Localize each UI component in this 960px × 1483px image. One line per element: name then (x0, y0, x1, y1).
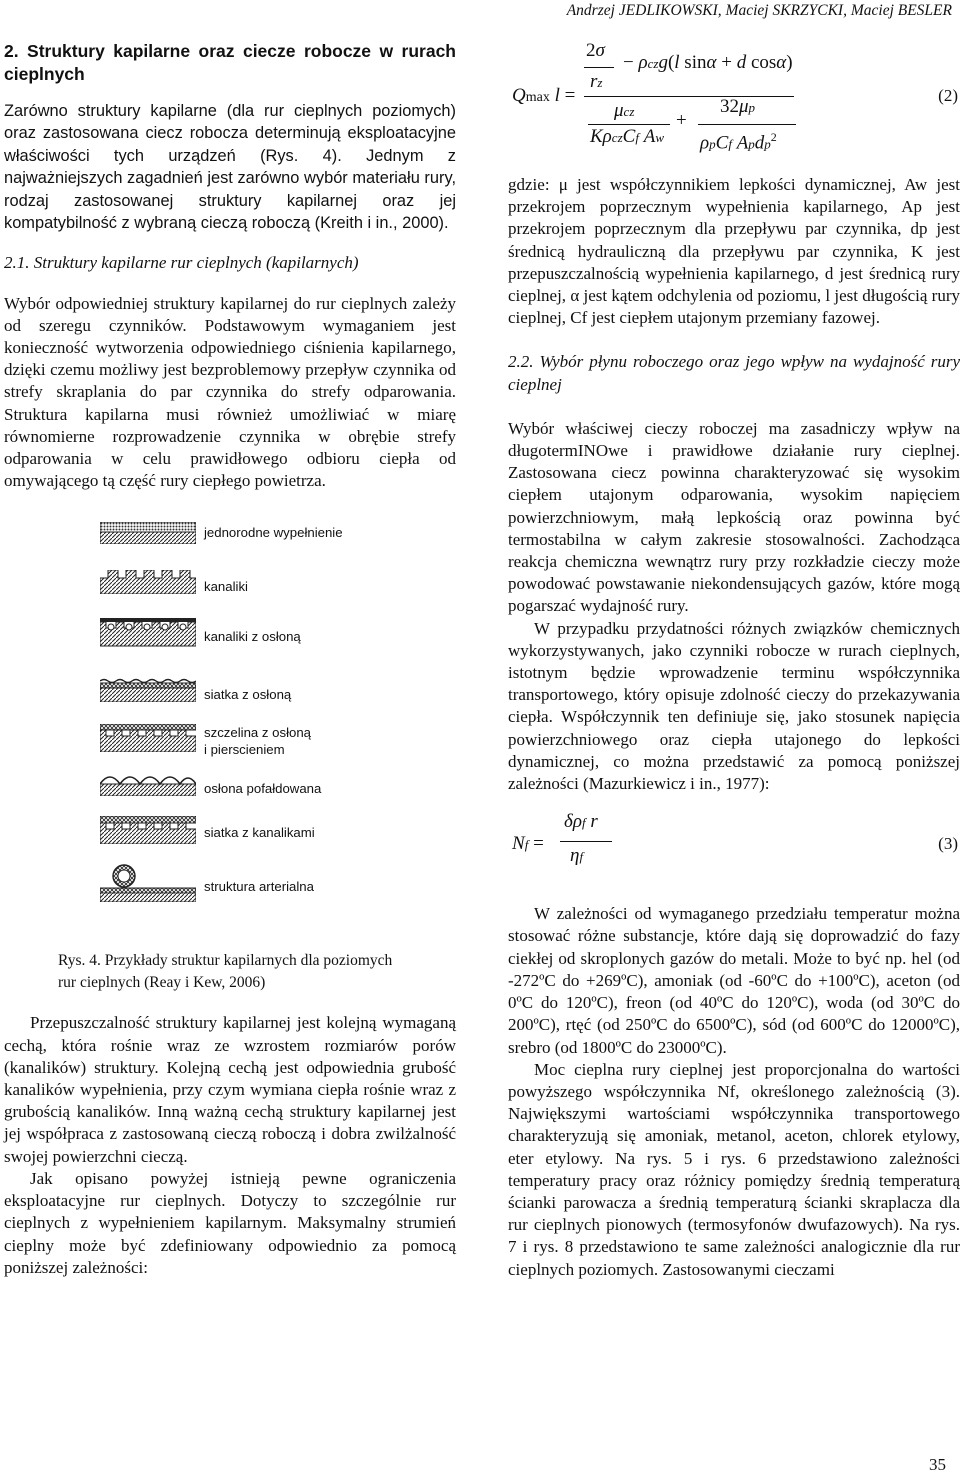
channels-with-cover-diagram (100, 618, 196, 648)
figure-label: kanaliki z osłoną (204, 629, 301, 645)
figure-label: siatka z osłoną (204, 687, 292, 703)
page-number: 35 (929, 1455, 946, 1474)
channels-diagram (100, 570, 196, 594)
where-paragraph: gdzie: μ jest współczynnikiem lepkości dynamicznej, Aw jest przekrojem poprzecznym wypełnienia kapilarnego, Ap jest przekrojem poprzecznym dla przepływu par czynnika, dp jest średnicą hydrauliczną dla przepływu par czynnika, K jest przepuszczalnością wypełnienia kapilarnego, d jest średnicą rury cieplnej, α jest kątem odchylenia od poziomu, l jest długością rury cieplnej, Cf jest ciepłem utajonym przemiany fazowej. (508, 175, 960, 328)
paragraph: Jak opisano powyżej istnieją pewne ograniczenia eksploatacyjne rur cieplnych. Dotyczy to szczególnie rur cieplnych z wypełnieniem kapilarnym. Maksymalny strumień cieplny może być zdefiniowany odpowiednio za pomocą poniższej zależności: (4, 1168, 456, 1277)
homogeneous-fill-diagram (100, 522, 196, 544)
right-column (508, 40, 960, 1281)
section-title: 2. Struktury kapilarne oraz ciecze robocze w rurach cieplnych (4, 41, 456, 84)
intro-paragraph: Zarówno struktury kapilarne (dla rur cieplnych poziomych) oraz zastosowana ciecz robocza determinują eksploatacyjne właściwości tych urządzeń (Rys. 4). Jednym z najważniejszych zagadnień jest zarówno wybór materiału rury, rodzaj zastosowanej struktury kapilarnej oraz jej kompatybilność z wybraną cieczą roboczą (Kreith i in., 2000). (4, 102, 456, 233)
equation-number: (2) (938, 86, 958, 105)
arterial-structure-diagram (100, 862, 196, 902)
equation-3: Nf = δρf r ηf (3) (512, 811, 958, 867)
left-column (4, 40, 456, 1279)
subsection-title: 2.1. Struktury kapilarne rur cieplnych (kapilarnych) (4, 253, 359, 273)
figure-caption: Rys. 4. Przykłady struktur kapilarnych dla poziomych rur cieplnych (Reay i Kew, 2006) (58, 952, 393, 992)
paragraph: Moc cieplna rury cieplnej jest proporcjonalna do wartości powyższego współczynnika Nf, określonego zależnością (3). Największymi wartościami współczynnika transportowego charakteryzują się amoniak, metanol, aceton, chlorek etylowy, eter etylowy. Na rys. 5 i rys. 6 przedstawiono zależności temperatury pracy oraz różnicy pomiędzy średnią temperaturą ścianki parowacza a średnią temperaturą ścianki skraplacza dla rur cieplnych pionowych (termosyfonów dwufazowych). Na rys. 7 i rys. 8 przedstawiono te same zależności analogicznie dla rur cieplnych poziomych. Zastosowanymi cieczami (508, 1059, 960, 1279)
slot-with-cover-and-ring-diagram (100, 724, 196, 752)
mesh-with-cover-diagram (100, 678, 196, 702)
running-header: Andrzej JEDLIKOWSKI, Maciej SKRZYCKI, Maciej BESLER (566, 2, 952, 19)
figure-label: jednorodne wypełnienie (204, 525, 343, 541)
figure-label: siatka z kanalikami (204, 825, 315, 841)
figure-label: osłona pofałdowana (204, 781, 322, 797)
paragraph: Wybór właściwej cieczy roboczej ma zasadniczy wpływ na długotermINOwe i prawidłowe działanie rury cieplnej. Zastosowana ciecz powinna charakteryzować się wysokim ciepłem utajonym odparowania, wysokim napięciem powierzchniowym, małą lepkością oraz powinna być termostabilna w całym zakresie stosowalności. Zachodząca reakcja chemiczna wewnątrz rury przy rozkładzie cieczy może powodować powstawanie niekondensujących gazów, które mogą pogarszać wydajność rury. (508, 418, 960, 616)
mesh-with-channels-diagram (100, 816, 196, 844)
figure-capillary-structures (4, 510, 456, 930)
equation-2: Qmax l = 2σ − ρczg(l sinα + d cosα) rz μcz KρczCf Aw + 32μp ρpCf Apdp$^2$ (2) (512, 40, 958, 154)
figure-label: struktura arterialna (204, 879, 314, 895)
figure-label: kanaliki (204, 579, 248, 595)
figure-label: szczelina z osłoną i pierscieniem (204, 725, 312, 758)
paragraph: W zależności od wymaganego przedziału temperatur można stosować różne substancje, które dają się doprowadzić do fazy ciekłej od skroplonych gazów do metali. Może to być np. hel (od -272ºC do +269ºC), amoniak (od -60ºC do +100ºC), aceton (od 0ºC do 120ºC), freon (od 40ºC do 120ºC), woda (od 30ºC do 200ºC), rtęć (od 250ºC do 6500ºC), sód (od 600ºC do 12000ºC), srebro (od 1800ºC do 23000ºC). (508, 904, 960, 1057)
subsection-title: 2.2. Wybór płynu roboczego oraz jego wpływ na wydajność rury cieplnej (508, 352, 960, 394)
equation-number: (3) (938, 834, 958, 854)
corrugated-cover-diagram (100, 772, 196, 796)
paragraph: Przepuszczalność struktury kapilarnej jest kolejną wymaganą cechą, która rośnie wraz ze wzrostem rozmiarów porów (kanalików) struktury. Kolejną cechą jest odpowiednia grubość kanalików wypełnienia, przy czym wymiana ciepła rośnie wraz z grubością kanalików. Inną ważną cechą struktury kapilarnej jest jej współpraca z zastosowaną cieczą roboczą i dobra zwilżalność swojej powierzchni cieczą. (4, 1013, 456, 1166)
paragraph: W przypadku przydatności różnych związków chemicznych wykorzystywanych, jako czynniki robocze w rurach cieplnych, istotnym będzie wprowadzenie terminu współczynnika transportowego, który opisuje zdolność cieczy do przekazywania ciepła. Współczynnik ten definiuje się, jako stosunek napięcia powierzchniowego oraz ciepła utajonego do lepkości dynamicznej, co można przedstawić za pomocą poniższej zależności (Mazurkiewicz i in., 1977): (508, 618, 960, 794)
paragraph: Wybór odpowiedniej struktury kapilarnej do rur cieplnych zależy od szeregu czynników. Podstawowym wymaganiem jest konieczność wytworzenia odpowiedniego ciśnienia kapilarnego, dzięki czemu możliwy jest bezproblemowy przepływ czynnika od strefy skraplania do par czynnika do strefy odparowania. Struktura kapilarna musi również umożliwiać w miarę równomierne rozprowadzenie czynnika w obrębie strefy odparowania w celu prawidłowego odbioru ciepła od omywającego tą część rury ciepłego powietrza. (4, 293, 456, 491)
